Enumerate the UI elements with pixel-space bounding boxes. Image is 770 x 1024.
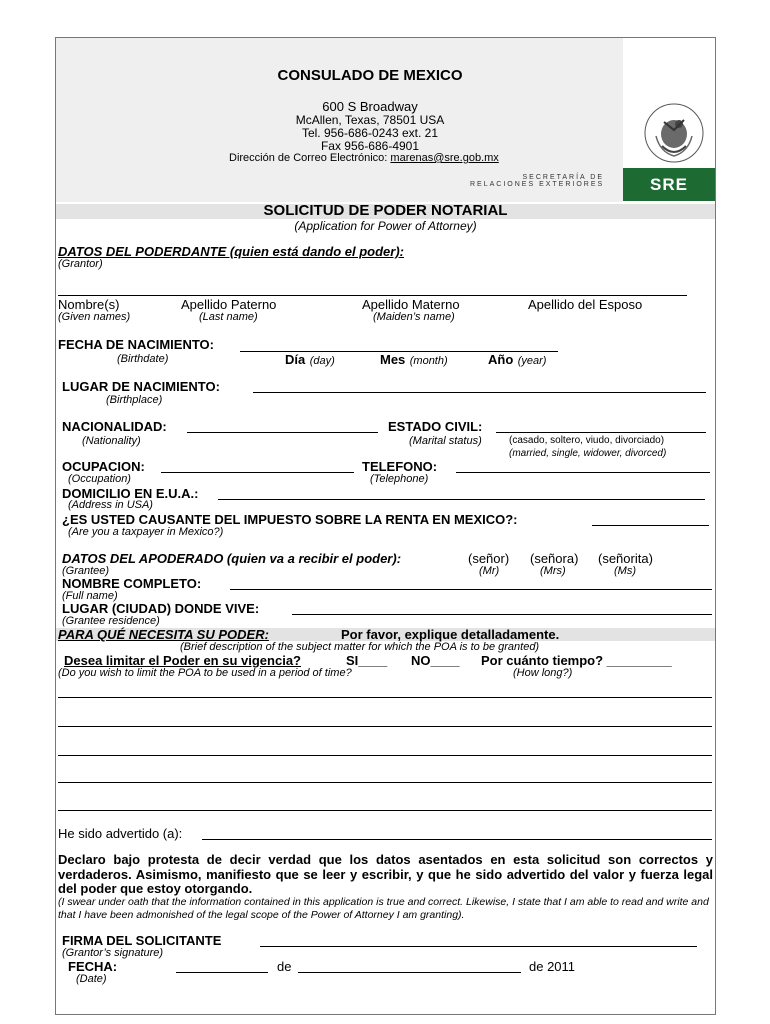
purpose-heading: PARA QUÉ NECESITA SU PODER: xyxy=(58,627,269,642)
full-name-label-en: (Full name) xyxy=(62,590,118,602)
date-month-field[interactable] xyxy=(298,972,521,973)
maternal-name-label-en: (Maiden’s name) xyxy=(373,311,455,323)
advised-field[interactable] xyxy=(202,839,712,840)
title-senora[interactable]: (señora) xyxy=(530,551,579,566)
grantor-heading: DATOS DEL PODERDANTE (quien está dando el poder): xyxy=(58,244,404,259)
consulate-title: CONSULADO DE MEXICO xyxy=(277,67,463,84)
civil-status-options: (casado, soltero, viudo, divorciado) xyxy=(509,435,665,446)
month-label-en: (month) xyxy=(409,355,448,367)
maternal-name-label: Apellido Materno xyxy=(362,297,460,312)
birthplace-label-text: LUGAR DE NACIMIENTO xyxy=(62,379,216,394)
year-label-en: (year) xyxy=(517,355,547,367)
grantee-heading-text: DATOS DEL APODERADO (quien va a recibir el poder) xyxy=(62,551,397,566)
limit-question-en: (Do you wish to limit the POA to be used in a period of time? xyxy=(58,667,352,679)
form-subtitle: (Application for Power of Attorney) xyxy=(294,219,477,233)
signature-label-en: (Grantor’s signature) xyxy=(62,947,164,959)
paternal-name-label: Apellido Paterno xyxy=(181,297,277,312)
purpose-instruction: Por favor, explique detalladamente. xyxy=(341,627,560,642)
birthplace-label: LUGAR DE NACIMIENTO: xyxy=(62,379,220,394)
nationality-label-text: NACIONALIDAD xyxy=(62,419,163,434)
birthdate-month xyxy=(380,351,448,369)
email-line xyxy=(229,152,499,164)
nationality-label: NACIONALIDAD: xyxy=(62,419,167,434)
title-mr: (Mr) xyxy=(479,565,500,577)
form-title: SOLICITUD DE PODER NOTARIAL xyxy=(263,202,508,219)
day-label: Día xyxy=(285,352,306,367)
phone-label: TELEFONO: xyxy=(362,459,438,474)
address-label-en: (Address in USA) xyxy=(68,499,153,511)
mexican-seal-icon xyxy=(634,100,714,166)
fax: Fax 956-686-4901 xyxy=(320,139,420,153)
declaration-spanish: Declaro bajo protesta de decir verdad que los datos asentados en esta solicitud son correctos y verdaderos. Asimismo, manifiesto que se leer y escribir, y que he sido advertido del valor y fuerza legal del poder que estoy otorgando. xyxy=(58,852,713,896)
civil-status-options-en: (married, single, widower, divorced) xyxy=(509,448,667,459)
explanation-line[interactable] xyxy=(58,697,712,698)
full-name-label: NOMBRE COMPLETO: xyxy=(62,576,202,591)
residence-field[interactable] xyxy=(292,614,712,615)
birthdate-year xyxy=(488,351,546,369)
residence-label-text: LUGAR (CIUDAD) DONDE VIVE xyxy=(62,601,255,616)
date-label-en: (Date) xyxy=(76,973,107,985)
birthdate-label-en: (Birthdate) xyxy=(117,353,169,365)
grantor-heading-en: (Grantor) xyxy=(58,258,103,270)
nationality-label-en: (Nationality) xyxy=(82,435,141,447)
explanation-line[interactable] xyxy=(58,782,712,783)
paternal-name-label-en: (Last name) xyxy=(199,311,258,323)
phone-label-text: TELEFONO xyxy=(362,459,433,474)
spouse-name-label: Apellido del Esposo xyxy=(528,297,643,312)
grantor-name-line[interactable] xyxy=(58,295,687,296)
secretaria-text xyxy=(470,174,604,188)
birthplace-field[interactable] xyxy=(253,392,706,393)
advised-label: He sido advertido (a): xyxy=(58,826,183,841)
title-senorita[interactable]: (señorita) xyxy=(598,551,653,566)
street-address: 600 S Broadway xyxy=(322,99,418,114)
purpose-heading-text: PARA QUÉ NECESITA SU PODER xyxy=(58,627,265,642)
occupation-label: OCUPACION: xyxy=(62,459,145,474)
year-label: Año xyxy=(488,352,514,367)
title-mrs: (Mrs) xyxy=(540,565,566,577)
address-label: DOMICILIO EN E.U.A.: xyxy=(62,486,199,501)
email-link[interactable]: marenas@sre.gob.mx xyxy=(390,152,499,164)
month-label: Mes xyxy=(380,352,406,367)
nationality-field[interactable] xyxy=(187,432,378,433)
date-label: FECHA: xyxy=(68,959,118,974)
civil-status-label-en: (Marital status) xyxy=(409,435,482,447)
civil-status-label: ESTADO CIVIL: xyxy=(388,419,483,434)
birthplace-label-en: (Birthplace) xyxy=(106,394,163,406)
full-name-label-text: NOMBRE COMPLETO xyxy=(62,576,197,591)
how-long-en: (How long?) xyxy=(513,667,573,679)
grantee-heading-en: (Grantee) xyxy=(62,565,110,577)
full-name-field[interactable] xyxy=(230,589,712,590)
title-senor[interactable]: (señor) xyxy=(468,551,510,566)
grantee-heading: DATOS DEL APODERADO (quien va a recibir el poder): xyxy=(62,551,402,566)
occupation-field[interactable] xyxy=(161,472,354,473)
title-ms: (Ms) xyxy=(614,565,636,577)
secretaria-line1: SECRETARÍA DE xyxy=(522,174,604,181)
tax-question-en: (Are you a taxpayer in Mexico?) xyxy=(68,526,224,538)
limit-yes[interactable]: SI____ xyxy=(346,653,388,668)
civil-status-field[interactable] xyxy=(496,432,706,433)
given-name-label-en: (Given names) xyxy=(58,311,131,323)
phone-label-en: (Telephone) xyxy=(370,473,429,485)
date-de-2: de 2011 xyxy=(529,959,576,974)
day-label-en: (day) xyxy=(309,355,335,367)
sre-logo: SRE xyxy=(623,168,715,201)
how-long-question[interactable]: Por cuánto tiempo? _________ xyxy=(481,653,672,668)
birthdate-day xyxy=(285,351,335,369)
telephone: Tel. 956-686-0243 ext. 21 xyxy=(301,126,439,140)
explanation-line[interactable] xyxy=(58,755,712,756)
city-address: McAllen, Texas, 78501 USA xyxy=(295,113,445,127)
email-label: Dirección de Correo Electrónico: xyxy=(229,152,388,164)
date-day-field[interactable] xyxy=(176,972,268,973)
explanation-line[interactable] xyxy=(58,810,712,811)
tax-field[interactable] xyxy=(592,525,709,526)
birthdate-label: FECHA DE NACIMIENTO: xyxy=(58,337,214,352)
signature-label: FIRMA DEL SOLICITANTE xyxy=(62,933,222,948)
signature-field[interactable] xyxy=(260,946,697,947)
secretaria-line2: RELACIONES EXTERIORES xyxy=(470,181,605,188)
limit-question: Desea limitar el Poder en su vigencia? xyxy=(64,653,301,668)
purpose-instruction-en: (Brief description of the subject matter for which the POA is to be granted) xyxy=(180,641,540,653)
explanation-line[interactable] xyxy=(58,726,712,727)
limit-no[interactable]: NO____ xyxy=(411,653,460,668)
given-name-label: Nombre(s) xyxy=(58,297,120,312)
address-field[interactable] xyxy=(218,499,705,500)
occupation-label-en: (Occupation) xyxy=(68,473,131,485)
residence-label: LUGAR (CIUDAD) DONDE VIVE: xyxy=(62,601,260,616)
tax-question: ¿ES USTED CAUSANTE DEL IMPUESTO SOBRE LA RENTA EN MEXICO?: xyxy=(62,512,518,527)
residence-label-en: (Grantee residence) xyxy=(62,615,160,627)
date-de-1: de xyxy=(277,959,292,974)
occupation-label-text: OCUPACION xyxy=(62,459,141,474)
phone-field[interactable] xyxy=(456,472,710,473)
declaration-english: (I swear under oath that the information contained in this application is true and correct. Likewise, I state that I am able to read and write and that I have been admonished of the legal scope of the Power of Attorney I am granting). xyxy=(58,896,709,921)
